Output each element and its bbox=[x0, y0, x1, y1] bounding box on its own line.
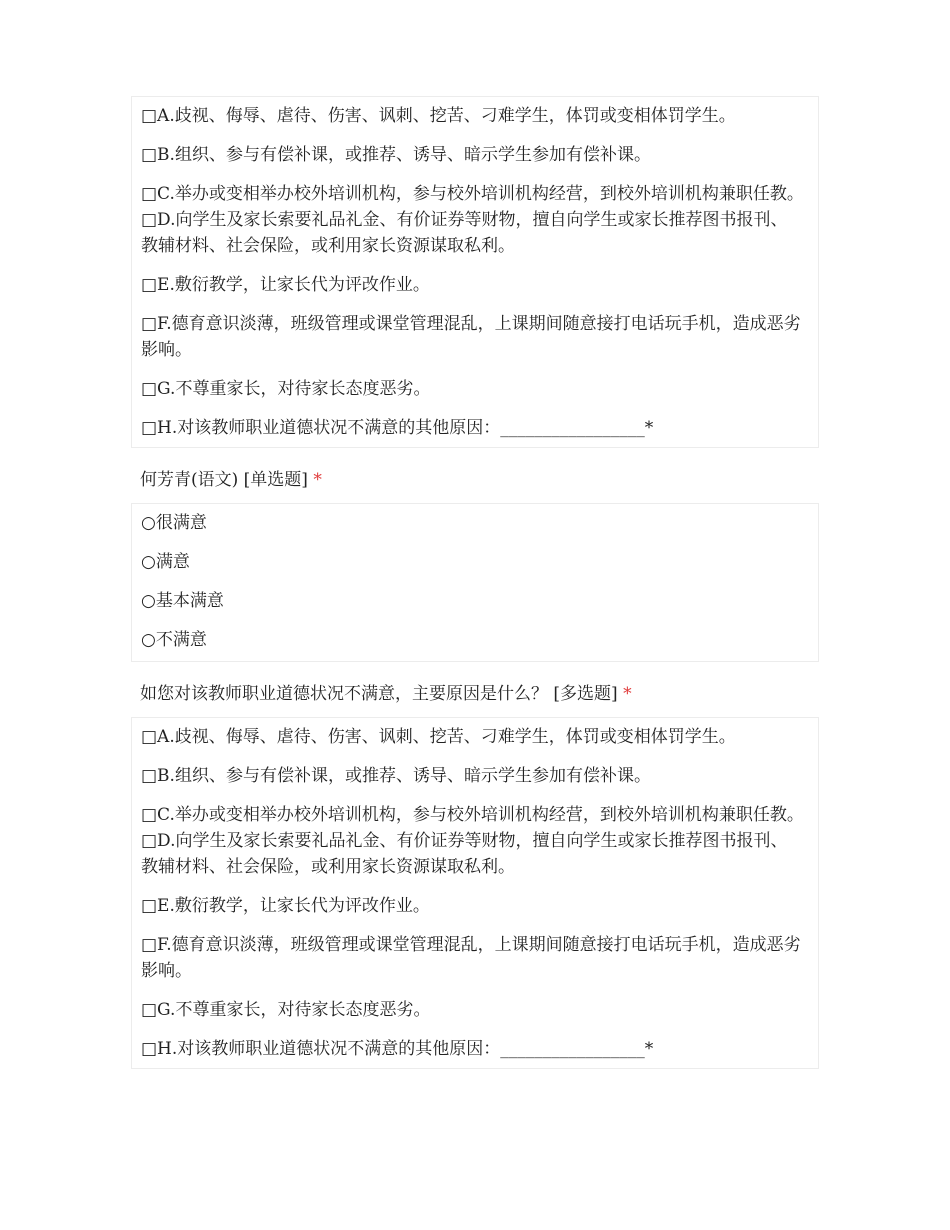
checkbox-option-h-other[interactable]: □H.对该教师职业道德状况不满意的其他原因：_________________* bbox=[141, 1039, 654, 1059]
checkbox-option-b[interactable]: □B.组织、参与有偿补课，或推荐、诱导、暗示学生参加有偿补课。 bbox=[141, 766, 651, 786]
radio-option-dissatisfied[interactable]: ○不满意 bbox=[141, 630, 207, 650]
checkbox-option-g[interactable]: □G.不尊重家长，对待家长态度恶劣。 bbox=[141, 379, 431, 399]
satisfaction-options-box bbox=[131, 503, 819, 662]
checkbox-option-c[interactable]: □C.举办或变相举办校外培训机构，参与校外培训机构经营，到校外培训机构兼职任教。 bbox=[141, 184, 804, 204]
checkbox-option-a[interactable]: □A.歧视、侮辱、虐待、伤害、讽刺、挖苦、刁难学生，体罚或变相体罚学生。 bbox=[141, 106, 736, 126]
question-title-teacher bbox=[131, 467, 819, 493]
checkbox-option-e[interactable]: □E.敷衍教学，让家长代为评改作业。 bbox=[141, 896, 430, 916]
checkbox-option-c[interactable]: □C.举办或变相举办校外培训机构，参与校外培训机构经营，到校外培训机构兼职任教。 bbox=[141, 805, 804, 825]
required-mark: * bbox=[313, 470, 322, 490]
checkbox-option-e[interactable]: □E.敷衍教学，让家长代为评改作业。 bbox=[141, 275, 430, 295]
question-title-reasons bbox=[131, 681, 819, 707]
checkbox-option-g[interactable]: □G.不尊重家长，对待家长态度恶劣。 bbox=[141, 1000, 431, 1020]
radio-option-basically-satisfied[interactable]: ○基本满意 bbox=[141, 591, 224, 611]
checkbox-option-d[interactable]: □D.向学生及家长索要礼品礼金、有价证券等财物，擅自向学生或家长推荐图书报刊、教辅材料、社会保险，或利用家长资源谋取私利。 bbox=[141, 831, 788, 877]
radio-option-very-satisfied[interactable]: ○很满意 bbox=[141, 513, 207, 533]
question-label: 何芳青(语文) [单选题] bbox=[140, 470, 314, 490]
checkbox-option-f[interactable]: □F.德育意识淡薄，班级管理或课堂管理混乱，上课期间随意接打电话玩手机，造成恶劣影响。 bbox=[141, 935, 801, 981]
reasons-options-box-1 bbox=[131, 96, 819, 448]
radio-option-satisfied[interactable]: ○满意 bbox=[141, 552, 190, 572]
checkbox-option-f[interactable]: □F.德育意识淡薄，班级管理或课堂管理混乱，上课期间随意接打电话玩手机，造成恶劣影响。 bbox=[141, 314, 801, 360]
checkbox-option-d[interactable]: □D.向学生及家长索要礼品礼金、有价证券等财物，擅自向学生或家长推荐图书报刊、教辅材料、社会保险，或利用家长资源谋取私利。 bbox=[141, 210, 788, 256]
checkbox-option-a[interactable]: □A.歧视、侮辱、虐待、伤害、讽刺、挖苦、刁难学生，体罚或变相体罚学生。 bbox=[141, 727, 736, 747]
question-label: 如您对该教师职业道德状况不满意，主要原因是什么？ [多选题] bbox=[140, 684, 624, 704]
survey-page bbox=[131, 96, 819, 1069]
reasons-options-box-2 bbox=[131, 717, 819, 1069]
checkbox-option-b[interactable]: □B.组织、参与有偿补课，或推荐、诱导、暗示学生参加有偿补课。 bbox=[141, 145, 651, 165]
checkbox-option-h-other[interactable]: □H.对该教师职业道德状况不满意的其他原因：_________________* bbox=[141, 418, 654, 438]
required-mark: * bbox=[623, 684, 632, 704]
